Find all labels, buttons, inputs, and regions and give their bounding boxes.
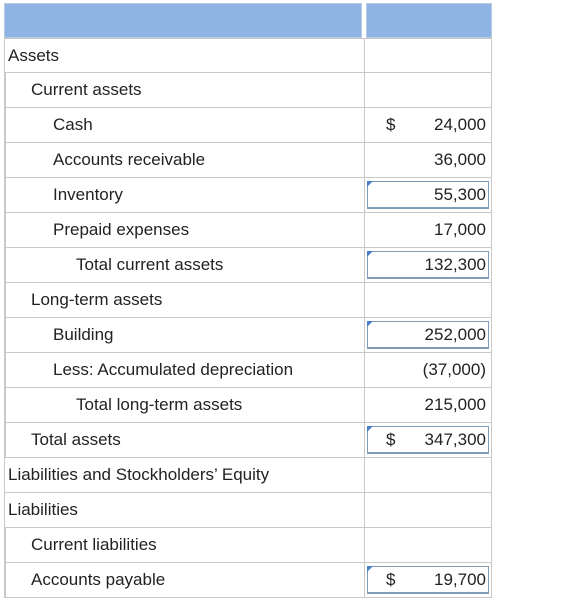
amount-cell — [365, 493, 492, 527]
flag-marker-icon — [367, 566, 373, 572]
amount-input[interactable] — [365, 563, 492, 597]
row-label: Liabilities — [8, 500, 78, 519]
row-label-cell — [4, 388, 365, 422]
row-label: Total current assets — [76, 255, 224, 274]
amount-value: 132,300 — [424, 255, 486, 274]
amount-cell — [365, 528, 492, 562]
sheet-row — [4, 423, 492, 458]
row-label: Assets — [8, 45, 60, 65]
amount-cell — [365, 458, 492, 492]
sheet-rows — [4, 38, 492, 598]
sheet-row — [4, 73, 492, 108]
sheet-row — [4, 283, 492, 318]
sheet-row — [4, 143, 492, 178]
currency-symbol: $ — [386, 430, 396, 449]
header-row — [4, 3, 492, 38]
sheet-row — [4, 388, 492, 423]
amount-cell — [365, 388, 492, 422]
amount-value: 24,000 — [434, 115, 486, 134]
row-label-cell — [4, 108, 365, 142]
sheet-row — [4, 213, 492, 248]
row-label-cell — [4, 563, 365, 597]
row-label: Accounts payable — [31, 570, 166, 589]
flag-marker-icon — [367, 426, 373, 432]
row-label-cell — [4, 528, 365, 562]
row-label: Total assets — [31, 430, 121, 449]
sheet-row — [4, 178, 492, 213]
row-label-cell — [4, 423, 365, 457]
amount-cell — [365, 108, 492, 142]
amount-cell — [365, 353, 492, 387]
sheet-row — [4, 353, 492, 388]
row-label-cell — [4, 318, 365, 352]
row-label-cell — [4, 178, 365, 212]
amount-input[interactable] — [365, 178, 492, 212]
row-label-cell — [4, 143, 365, 177]
balance-sheet — [4, 3, 492, 598]
row-label: Current liabilities — [31, 535, 157, 554]
amount-input[interactable] — [365, 318, 492, 352]
row-label: Building — [53, 325, 114, 344]
row-label-cell — [4, 213, 365, 247]
flag-marker-icon — [367, 181, 373, 187]
amount-value: 36,000 — [434, 150, 486, 169]
sheet-row — [4, 493, 492, 528]
row-label-cell — [4, 353, 365, 387]
row-label: Liabilities and Stockholders’ Equity — [8, 465, 270, 484]
flag-marker-icon — [367, 251, 373, 257]
sheet-row — [4, 458, 492, 493]
amount-value: 252,000 — [424, 325, 486, 344]
sheet-row — [4, 248, 492, 283]
amount-cell — [365, 283, 492, 317]
sheet-row — [4, 528, 492, 563]
row-label-cell — [4, 39, 365, 72]
row-label-cell — [4, 493, 365, 527]
currency-symbol: $ — [386, 570, 396, 589]
flag-marker-icon — [367, 321, 373, 327]
row-label: Prepaid expenses — [53, 220, 190, 239]
amount-value: (37,000) — [422, 360, 486, 379]
header-label-cell — [4, 3, 362, 38]
amount-value: 347,300 — [424, 430, 486, 449]
row-label: Cash — [53, 115, 93, 134]
amount-cell — [365, 73, 492, 107]
row-label: Long-term assets — [31, 290, 163, 309]
row-label: Accounts receivable — [53, 150, 206, 169]
row-label: Current assets — [31, 80, 142, 99]
amount-cell — [365, 39, 492, 72]
sheet-row — [4, 563, 492, 598]
sheet-row — [4, 38, 492, 73]
row-label-cell — [4, 73, 365, 107]
amount-input[interactable] — [365, 248, 492, 282]
row-label-cell — [4, 458, 365, 492]
row-label-cell — [4, 283, 365, 317]
amount-value: 17,000 — [434, 220, 486, 239]
row-label-cell — [4, 248, 365, 282]
row-label: Total long-term assets — [76, 395, 243, 414]
row-label: Inventory — [53, 185, 123, 204]
amount-cell — [365, 213, 492, 247]
amount-value: 19,700 — [434, 570, 486, 589]
amount-input[interactable] — [365, 423, 492, 457]
amount-cell — [365, 143, 492, 177]
sheet-row — [4, 318, 492, 353]
amount-value: 215,000 — [424, 395, 486, 414]
sheet-row — [4, 108, 492, 143]
row-label: Less: Accumulated depreciation — [53, 360, 294, 379]
currency-symbol: $ — [386, 115, 396, 134]
amount-value: 55,300 — [434, 185, 486, 204]
header-value-cell — [366, 3, 492, 38]
